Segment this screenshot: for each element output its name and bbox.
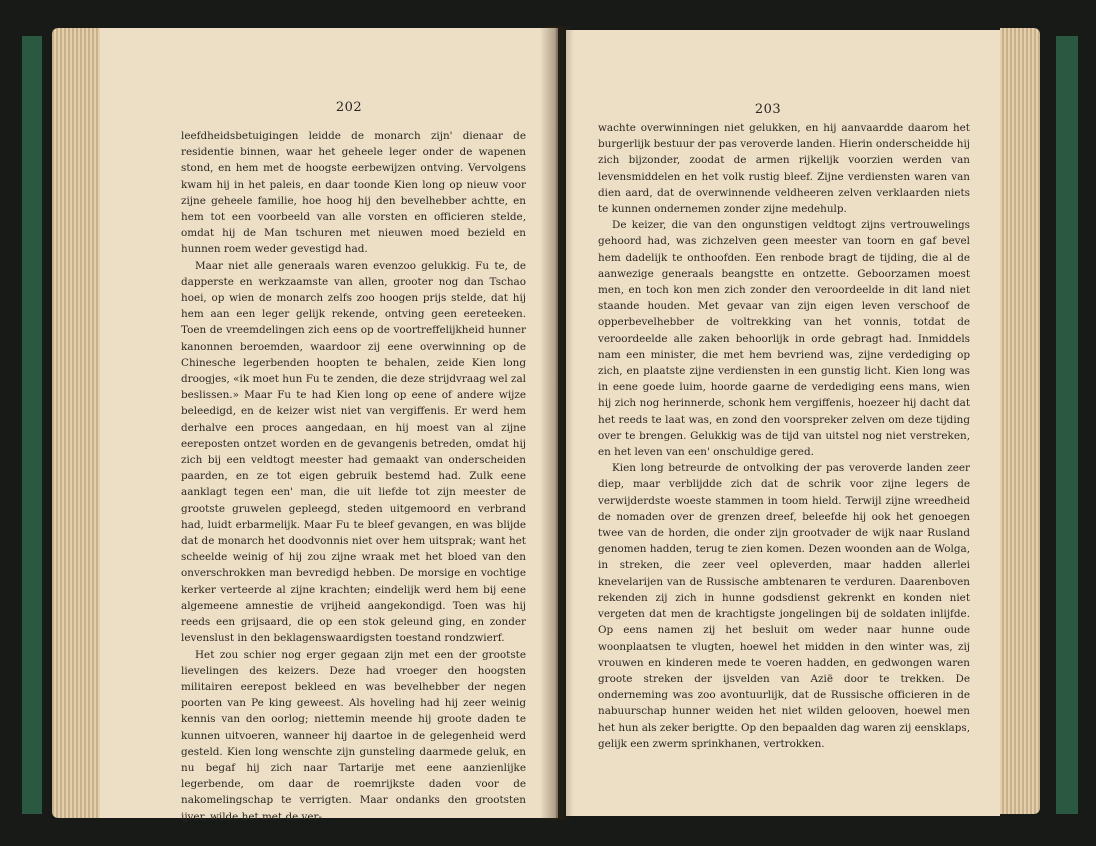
paragraph: Kien long betreurde de ontvolking der pas veroverde landen zeer diep, maar verblijdde zich dat de schrik voor zijne legers de verwijderdste woeste stammen in toom hield. Terwijl zijne wreedheid de nomaden over de grenzen dreef, beleefde hij ook het genoegen twee van de horden, die onder zijn grootvader de wijk naar Rusland genomen hadden, terug te zien komen. Dezen woonden aan de Wolga, in streken, die zeer veel opleverden, maar hadden allerlei knevelarijen van de Russische ambtenaren te verduren. Daarenboven rekenden zij zich in hunne godsdienst gekrenkt en konden niet vergeten dat men de krachtigste jongelingen bij de soldaten inlijfde. Op eens namen zij het besluit om weder naar hunne oude woonplaatsen te vlugten, hoewel het midden in den winter was, zij vrouwen en kinderen mede te voeren hadden, en gedwongen waren groote streken der ijsvelden van Azië door te trekken. De onderneming was zoo avontuurlijk, dat de Russische officieren in de nabuurschap hunner weiden het niet wilden gelooven, hoewel men het hun als zeker berigtte. Op den bepaalden dag waren zij eensklaps, gelijk een zwerm sprinkhanen, vertrokken. [598,462,971,750]
page-stack-right [1000,28,1040,814]
page-stack-left [52,28,100,818]
left-page-text [181,128,526,825]
paragraph: leefdheidsbetuigingen leidde de monarch zijn' dienaar de residentie binnen, waar het geheele leger onder de wapenen stond, en hem met de hoogste eerbewijzen ontving. Vervolgens kwam hij in het paleis, en daar toonde Kien long op nieuw voor zijne geheele familie, hoe hoog hij den bevelhebber achtte, en hem tot een voorbeeld van alle vorsten en officieren stelde, omdat hij de Man tschuren met nieuwen moed bezield en hunnen roem weder gevestigd had. [181,130,526,256]
paragraph: Maar niet alle generaals waren evenzoo gelukkig. Fu te, de dapperste en werkzaamste van allen, grooter nog dan Tschao hoei, op wien de monarch zelfs zoo hoogen prijs stelde, dat hij hem aan een leger gelijk rekende, ontving geen eereteeken. Toen de vreemdelingen zich eens op de voortreffelijkheid hunner kanonnen beroemden, waardoor zij eene overwinning op de Chinesche legerbenden hoopten te behalen, zeide Kien long droogjes, «ik moet hun Fu te zenden, die deze strijdvraag wel zal beslissen.» Maar Fu te had Kien long op eene of andere wijze beleedigd, en de keizer wist niet van vergiffenis. Er werd hem derhalve een proces aangedaan, en hij moest van al zijne eereposten ontzet worden en de gevangenis betreden, omdat hij zich bij een veldtogt meester had gemaakt van onderscheiden paarden, en ze tot eigen gebruik bestemd had. Zulk eene aanklagt tegen een' man, die uit liefde tot zijn meester de grootste gruwelen gepleegd, steden uitgemoord en verbrand had, luidt erbarmelijk. Maar Fu te bleef gevangen, en was blijde dat de monarch het doodvonnis niet over hem uitsprak; want het scheelde weinig of hij zou zijne wraak met het bloed van den onverschrokken man bevredigd hebben. De morsige en vochtige kerker verteerde al zijne krachten; eindelijk werd hem bij eene algemeene amnestie de vrijheid aangekondigd. Toen was hij reeds een grijsaard, die op een stok geleund ging, en zonder levenslust in den beklagenswaardigsten toestand rondzwierf. [181,259,526,645]
paragraph: De keizer, die van den ongunstigen veldtogt zijns vertrouwelings gehoord had, was zichzelven geen meester van toorn en gaf bevel hem dadelijk te onthoofden. Een renbode bragt de tijding, die al de aanwezige generaals beangstte en ontzette. Geboorzamen moest men, en toch kon men zich zonder den veroordeelde in dit land niet staande houden. Met gevaar van zijn eigen leven verschoof de opperbevelhebber de voltrekking van het vonnis, totdat de veroordeelde alle zaken behoorlijk in orde gebragt had. Inmiddels nam een minister, die met hem bevriend was, zijne verdediging op zich, en plaatste zijne verdiensten in een gunstig licht. Kien long was in eene goede luim, hoorde gaarne de verdediging eens mans, wien hij zich nog herinnerde, schonk hem vergiffenis, hoezeer hij dacht dat het reeds te laat was, en zond den voorspreker zelven om deze tijding over te brengen. Gelukkig was de tijd van uitstel nog niet verstreken, en het leven van een' onschuldige gered. [598,219,970,459]
right-page [566,30,1000,816]
cover-edge-right [1056,36,1078,814]
cover-edge-left [22,36,42,814]
paragraph: Het zou schier nog erger gegaan zijn met een der grootste lievelingen des keizers. Deze had vroeger den hoogsten militairen eerepost bekleed en was bevelhebber der negen poorten van Pe king geweest. Als hoveling had hij zeer weinig kennis van den oorlog; niettemin meende hij groote daden te kunnen uitvoeren, wanneer hij daartoe in de gelegenheid werd gesteld. Kien long wenschte zijn gunsteling daarmede geluk, en nu begaf hij zich naar Tartarije met eene aanzienlijke legerbende, om daar de roemrijkste daden voor de nakomelingschap te verrigten. Maar ondanks den grootsten ijver, wilde het met de ver- [181,648,526,823]
paragraph: wachte overwinningen niet gelukken, en hij aanvaardde daarom het burgerlijk bestuur der pas veroverde landen. Hierin onderscheidde hij zich bijzonder, zoodat de armen rijkelijk voorzien werden van levensmiddelen en het volk rustig bleef. Zijne verdiensten waren van dien aard, dat de overwinnende veldheeren zelven verklaarden niets te kunnen ondernemen zonder zijne medehulp. [598,122,970,216]
right-page-text [598,120,970,752]
page-number-right: 203 [754,102,782,117]
book-gutter [540,26,574,820]
left-page [100,28,558,823]
page-number-left: 202 [335,100,363,115]
